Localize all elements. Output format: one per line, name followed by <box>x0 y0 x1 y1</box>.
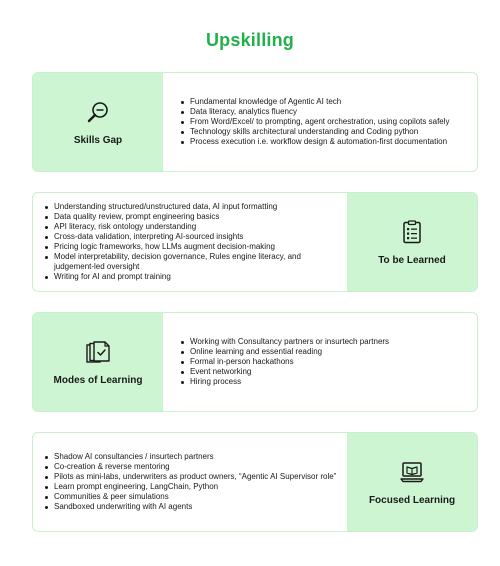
modes-of-learning-card <box>32 312 478 412</box>
list-item: Cross-data validation, interpreting AI-sourced insights <box>45 232 337 242</box>
list-item: Formal in-person hackathons <box>181 357 465 367</box>
focused-learning-label: Focused Learning <box>368 494 456 506</box>
list-item: Writing for AI and prompt training <box>45 272 337 282</box>
list-item: Understanding structured/unstructured data, AI input formatting <box>45 202 337 212</box>
list-item: Data quality review, prompt engineering basics <box>45 212 337 222</box>
magnifier-icon <box>85 99 111 125</box>
documents-check-icon <box>85 339 111 365</box>
page-title: Upskilling <box>205 30 294 50</box>
laptop-icon <box>399 459 425 485</box>
list-item: Shadow AI consultancies / insurtech partners <box>45 452 337 462</box>
list-item: Process execution i.e. workflow design & automation-first documentation <box>181 137 465 147</box>
list-item: Event networking <box>181 367 465 377</box>
skills-gap-list <box>181 73 465 171</box>
list-item: Fundamental knowledge of Agentic AI tech <box>181 97 465 107</box>
to-be-learned-panel <box>347 193 477 291</box>
skills-gap-label: Skills Gap <box>73 134 123 146</box>
to-be-learned-list <box>45 193 337 291</box>
modes-of-learning-panel <box>33 313 163 411</box>
list-item: Hiring process <box>181 377 465 387</box>
skills-gap-panel <box>33 73 163 171</box>
list-item: Pricing logic frameworks, how LLMs augment decision-making <box>45 242 337 252</box>
list-item: Technology skills architectural understanding and Coding python <box>181 127 465 137</box>
to-be-learned-label: To be Learned <box>378 254 446 266</box>
skills-gap-card <box>32 72 478 172</box>
list-item: Pilots as mini-labs, underwriters as product owners, “Agentic AI Supervisor role” <box>45 472 337 482</box>
list-item: From Word/Excel/ to prompting, agent orchestration, using copilots safely <box>181 117 465 127</box>
list-item: Sandboxed underwriting with AI agents <box>45 502 337 512</box>
list-item: Model interpretability, decision governance, Rules engine literacy, and judgement-led oversight <box>45 252 337 272</box>
clipboard-checklist-icon <box>399 219 425 245</box>
list-item: Online learning and essential reading <box>181 347 465 357</box>
modes-of-learning-label: Modes of Learning <box>53 374 143 386</box>
focused-learning-card <box>32 432 478 532</box>
modes-of-learning-list <box>181 313 465 411</box>
to-be-learned-card <box>32 192 478 292</box>
focused-learning-panel <box>347 433 477 531</box>
list-item: Co-creation & reverse mentoring <box>45 462 337 472</box>
list-item: Communities & peer simulations <box>45 492 337 502</box>
list-item: Working with Consultancy partners or insurtech partners <box>181 337 465 347</box>
focused-learning-list <box>45 433 337 531</box>
list-item: API literacy, risk ontology understanding <box>45 222 337 232</box>
list-item: Data literacy, analytics fluency <box>181 107 465 117</box>
list-item: Learn prompt engineering, LangChain, Python <box>45 482 337 492</box>
